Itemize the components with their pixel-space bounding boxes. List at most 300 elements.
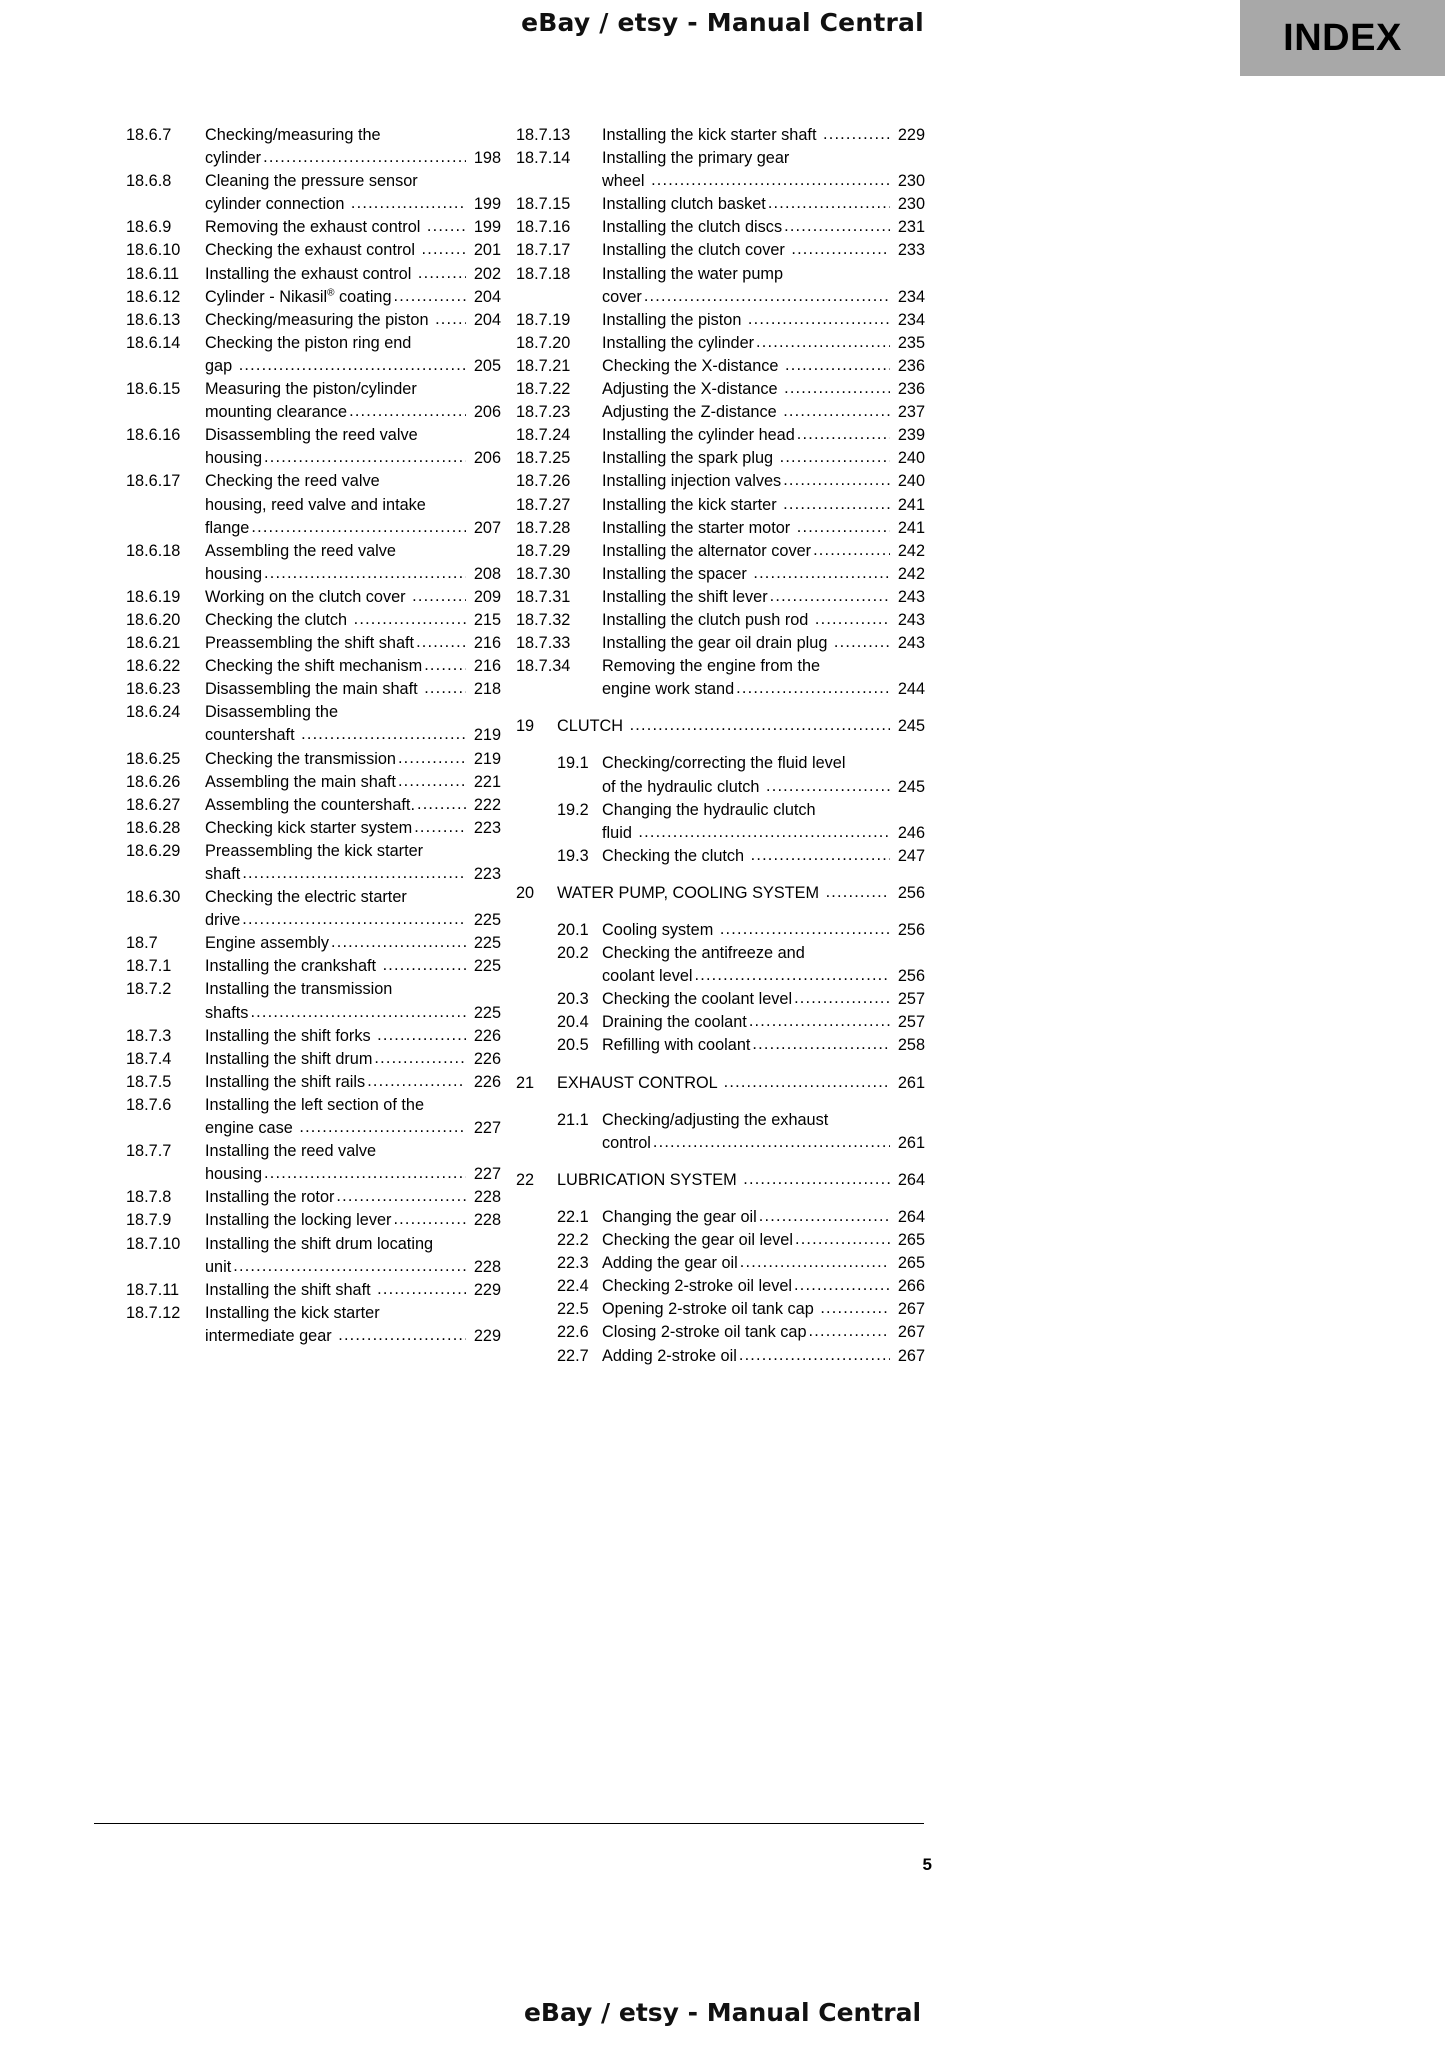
index-entry-number: 19 xyxy=(516,717,535,736)
index-entry-number: 18.6.27 xyxy=(126,795,181,814)
index-entry-body xyxy=(205,678,501,701)
index-entry-number: 18.7.20 xyxy=(516,333,571,352)
index-entry-title: Checking the coolant level xyxy=(602,990,793,1009)
index-entry-line xyxy=(205,540,501,563)
index-entry-page: 216 xyxy=(473,657,501,676)
index-entry-number: 18.7.31 xyxy=(516,587,571,606)
dot-leader xyxy=(783,469,890,492)
index-entry[interactable] xyxy=(126,678,501,701)
index-entry-body xyxy=(205,932,501,955)
index-entry-line xyxy=(602,1345,925,1368)
dot-leader xyxy=(435,308,466,331)
index-entry-body xyxy=(602,1298,925,1321)
index-entry-title: Checking the electric starter xyxy=(205,888,407,907)
dot-leader xyxy=(794,987,890,1010)
index-entry-title: Installing the spacer xyxy=(602,564,752,583)
index-entry-title: Installing the exhaust control xyxy=(205,264,416,283)
dot-leader xyxy=(251,516,466,539)
index-entry-number: 20 xyxy=(516,883,535,902)
index-entry-page: 267 xyxy=(897,1300,925,1319)
index-entry-number: 22.7 xyxy=(557,1346,589,1365)
index-entry-body xyxy=(205,817,501,840)
index-entry[interactable] xyxy=(126,817,501,840)
index-entry[interactable] xyxy=(126,1302,501,1348)
index-entry-title: CLUTCH xyxy=(557,717,628,736)
index-entry[interactable] xyxy=(516,263,925,309)
index-entry[interactable] xyxy=(516,1109,925,1155)
index-entry-title: Installing the gear oil drain plug xyxy=(602,634,832,653)
index-entry[interactable] xyxy=(126,955,501,978)
index-entry-number: 20.4 xyxy=(557,1013,589,1032)
index-entry-title: Checking kick starter system xyxy=(205,818,413,837)
index-entry-line xyxy=(602,517,925,540)
index-entry-page: 228 xyxy=(473,1257,501,1276)
index-entry[interactable] xyxy=(126,332,501,378)
index-entry-page: 219 xyxy=(473,726,501,745)
index-entry[interactable] xyxy=(126,378,501,424)
dot-leader xyxy=(239,354,466,377)
dot-leader xyxy=(299,1116,466,1139)
index-entry-body xyxy=(602,124,925,147)
index-entry-line xyxy=(602,822,925,845)
index-entry-number: 18.6.19 xyxy=(126,587,181,606)
index-entry-page: 229 xyxy=(473,1326,501,1345)
index-entry[interactable] xyxy=(516,1345,925,1368)
index-entry[interactable] xyxy=(126,586,501,609)
index-entry[interactable] xyxy=(516,632,925,655)
index-entry-line xyxy=(205,886,501,909)
index-entry-body xyxy=(205,378,501,424)
index-entry[interactable] xyxy=(516,378,925,401)
index-entry-body xyxy=(205,263,501,286)
index-entry-line xyxy=(557,1072,925,1095)
index-entry-page: 242 xyxy=(897,541,925,560)
index-entry[interactable] xyxy=(126,886,501,932)
index-entry[interactable] xyxy=(126,1048,501,1071)
dot-leader xyxy=(770,585,890,608)
index-entry[interactable] xyxy=(126,632,501,655)
index-entry-title: wheel xyxy=(602,172,650,191)
index-entry-page: 257 xyxy=(897,990,925,1009)
index-entry-body xyxy=(557,1169,925,1192)
index-entry-number: 18.7.32 xyxy=(516,610,571,629)
index-entry-line xyxy=(602,563,925,586)
index-entry-title: Checking the clutch xyxy=(602,846,749,865)
index-entry-page: 256 xyxy=(897,921,925,939)
index-entry[interactable] xyxy=(516,655,925,701)
index-entry-title: Installing the cylinder head xyxy=(602,426,795,445)
page-number: 5 xyxy=(922,1855,932,1874)
index-entry[interactable] xyxy=(516,517,925,540)
index-entry-body xyxy=(205,1140,501,1186)
index-entry-line xyxy=(205,609,501,632)
index-entry-line xyxy=(602,1206,925,1229)
index-entry-number: 18.7.2 xyxy=(126,980,172,999)
index-entry-number: 18.6.13 xyxy=(126,310,181,329)
index-entry-body xyxy=(205,586,501,609)
index-entry[interactable] xyxy=(516,147,925,193)
index-entry-page: 230 xyxy=(897,172,925,191)
index-entry-number: 18.6.10 xyxy=(126,241,181,260)
index-entry-body xyxy=(602,1011,925,1034)
index-entry-page: 199 xyxy=(473,218,501,237)
index-entry[interactable] xyxy=(516,1011,925,1034)
index-entry[interactable] xyxy=(126,794,501,817)
index-entry[interactable] xyxy=(516,1072,925,1095)
index-entry-number: 18.6.12 xyxy=(126,287,181,306)
index-entry-page: 240 xyxy=(897,472,925,491)
index-entry-body xyxy=(602,447,925,470)
index-entry[interactable] xyxy=(126,124,501,170)
dot-leader xyxy=(418,262,466,285)
index-entry-line xyxy=(602,193,925,216)
index-entry-title: cylinder connection xyxy=(205,195,349,214)
index-entry-page: 206 xyxy=(473,403,501,422)
index-entry-body xyxy=(602,586,925,609)
index-entry-number: 20.3 xyxy=(557,990,589,1009)
dot-leader xyxy=(351,192,466,215)
index-entry-line xyxy=(205,840,501,863)
dot-leader xyxy=(424,677,466,700)
registered-trademark-icon: ® xyxy=(327,287,335,299)
index-entry-title: Checking the gear oil level xyxy=(602,1231,793,1250)
index-entry-title: fluid xyxy=(602,823,637,842)
index-entry-number: 18.7.25 xyxy=(516,449,571,468)
index-entry[interactable] xyxy=(126,1071,501,1094)
index-entry-number: 19.2 xyxy=(557,800,589,819)
index-entry[interactable] xyxy=(516,715,925,738)
index-entry-body xyxy=(602,632,925,655)
dot-leader xyxy=(398,770,466,793)
index-entry-title: Installing the left section of the xyxy=(205,1095,425,1114)
index-entry-title: Checking the reed valve xyxy=(205,472,380,491)
index-entry-title: Installing the shift lever xyxy=(602,587,768,606)
index-entry-number: 18.6.24 xyxy=(126,703,181,722)
index-entry[interactable] xyxy=(516,609,925,632)
index-entry[interactable] xyxy=(126,1094,501,1140)
index-entry-number: 18.7.24 xyxy=(516,426,571,445)
dot-leader xyxy=(756,331,890,354)
index-entry-title: shafts xyxy=(205,1003,249,1022)
index-entry[interactable] xyxy=(516,309,925,332)
index-entry-title: Assembling the reed valve xyxy=(205,541,396,560)
index-entry[interactable] xyxy=(126,748,501,771)
index-entry-number: 18.7.21 xyxy=(516,356,571,375)
index-entry-line xyxy=(602,942,925,965)
index-entry-page: 267 xyxy=(897,1323,925,1342)
index-entry[interactable] xyxy=(516,586,925,609)
index-entry-number: 18.7.15 xyxy=(516,195,571,214)
dot-leader xyxy=(809,1320,890,1343)
index-entry[interactable] xyxy=(516,845,925,868)
index-entry[interactable] xyxy=(126,655,501,678)
index-entry-line xyxy=(602,540,925,563)
index-entry-body xyxy=(602,239,925,262)
index-entry-title: Opening 2-stroke oil tank cap xyxy=(602,1300,819,1319)
index-entry-number: 20.2 xyxy=(557,944,589,963)
dot-leader xyxy=(417,793,466,816)
index-entry[interactable] xyxy=(516,563,925,586)
index-entry-body xyxy=(602,609,925,632)
index-entry-number: 18.6.30 xyxy=(126,888,181,907)
index-entry-body xyxy=(602,845,925,868)
index-entry-body xyxy=(205,609,501,632)
index-entry-number: 18.7.23 xyxy=(516,403,571,422)
index-entry-number: 18.6.7 xyxy=(126,126,172,144)
index-entry[interactable] xyxy=(516,942,925,988)
index-entry[interactable] xyxy=(126,1233,501,1279)
dot-leader xyxy=(720,918,890,941)
index-entry-body xyxy=(602,470,925,493)
index-entry[interactable] xyxy=(126,170,501,216)
index-entry-body xyxy=(205,771,501,794)
index-entry[interactable] xyxy=(516,1298,925,1321)
index-entry[interactable] xyxy=(516,1252,925,1275)
index-entry[interactable] xyxy=(126,1279,501,1302)
index-entry-body xyxy=(602,494,925,517)
index-entry[interactable] xyxy=(516,124,925,147)
index-entry[interactable] xyxy=(516,1275,925,1298)
index-entry[interactable] xyxy=(516,424,925,447)
index-entry[interactable] xyxy=(516,882,925,905)
dot-leader xyxy=(264,1162,466,1185)
index-entry-number: 22.5 xyxy=(557,1300,589,1319)
index-entry-title: Installing the water pump xyxy=(602,264,784,283)
index-entry-page: 227 xyxy=(473,1119,501,1138)
index-entry-title: cover xyxy=(602,287,642,306)
index-entry[interactable] xyxy=(126,840,501,886)
index-entry-body xyxy=(205,309,501,332)
index-entry-page: 247 xyxy=(897,846,925,865)
index-entry[interactable] xyxy=(126,771,501,794)
index-entry-line xyxy=(205,1025,501,1048)
index-entry-number: 18.6.26 xyxy=(126,772,181,791)
index-entry-line xyxy=(557,1169,925,1192)
index-entry[interactable] xyxy=(126,424,501,470)
index-entry-number: 18.7.7 xyxy=(126,1142,172,1161)
index-entry-line xyxy=(205,909,501,932)
index-entry-body xyxy=(205,540,501,586)
index-entry-body xyxy=(602,1206,925,1229)
index-entry-title: Installing the cylinder xyxy=(602,333,755,352)
dot-leader xyxy=(797,423,890,446)
index-entry-line xyxy=(205,817,501,840)
dot-leader xyxy=(638,821,890,844)
index-entry-body xyxy=(205,1209,501,1232)
index-entry[interactable] xyxy=(516,355,925,378)
index-entry[interactable] xyxy=(126,1209,501,1232)
index-entry-line xyxy=(205,771,501,794)
index-entry[interactable] xyxy=(126,286,501,309)
index-entry-body xyxy=(602,942,925,988)
index-entry-page: 240 xyxy=(897,449,925,468)
dot-leader xyxy=(797,516,890,539)
index-entry-title: Installing the reed valve xyxy=(205,1142,377,1161)
index-entry-body xyxy=(205,1025,501,1048)
dot-leader xyxy=(791,238,890,261)
index-entry[interactable] xyxy=(126,701,501,747)
dot-leader xyxy=(377,1278,466,1301)
index-entry-body xyxy=(205,955,501,978)
index-entry[interactable] xyxy=(516,1169,925,1192)
dot-leader xyxy=(393,1208,466,1231)
dot-leader xyxy=(740,1251,890,1274)
index-entry-page: 267 xyxy=(897,1346,925,1365)
index-entry-body xyxy=(602,988,925,1011)
index-entry-title: mounting clearance xyxy=(205,403,348,422)
index-entry[interactable] xyxy=(516,1229,925,1252)
index-entry[interactable] xyxy=(126,1140,501,1186)
index-entry-line xyxy=(602,1298,925,1321)
index-entry-body xyxy=(602,563,925,586)
index-entry[interactable] xyxy=(126,263,501,286)
index-entry-line xyxy=(602,845,925,868)
index-entry[interactable] xyxy=(516,193,925,216)
dot-leader xyxy=(766,775,890,798)
index-entry-page: 266 xyxy=(897,1277,925,1296)
index-entry-line xyxy=(602,1275,925,1298)
index-entry-number: 18.6.28 xyxy=(126,818,181,837)
index-entry-title: Cleaning the pressure sensor xyxy=(205,172,418,191)
index-entry[interactable] xyxy=(516,216,925,239)
index-entry-title: Installing clutch basket xyxy=(602,195,766,214)
index-entry-line xyxy=(602,470,925,493)
dot-leader xyxy=(724,1071,890,1094)
index-entry-line xyxy=(205,863,501,886)
index-entry[interactable] xyxy=(516,1206,925,1229)
index-entry-number: 18.6.9 xyxy=(126,218,172,237)
index-entry-title: Adjusting the Z-distance xyxy=(602,403,782,422)
index-entry-page: 231 xyxy=(897,218,925,237)
index-entry-body xyxy=(602,655,925,701)
index-entry-title: Closing 2-stroke oil tank cap xyxy=(602,1323,807,1342)
index-entry[interactable] xyxy=(516,540,925,563)
index-entry-body xyxy=(602,378,925,401)
page-header-watermark: eBay / etsy - Manual Central xyxy=(521,8,924,37)
index-entry-title: Checking the piston ring end xyxy=(205,333,412,352)
index-entry[interactable] xyxy=(516,799,925,845)
index-entry-title: shaft xyxy=(205,865,241,883)
dot-leader xyxy=(644,285,890,308)
index-entry-line xyxy=(602,1252,925,1275)
dot-leader xyxy=(264,446,466,469)
index-entry-page: 243 xyxy=(897,634,925,653)
index-entry[interactable] xyxy=(516,447,925,470)
index-entry[interactable] xyxy=(516,1321,925,1344)
index-entry-page: 199 xyxy=(473,195,501,214)
index-entry-body xyxy=(205,424,501,470)
index-entry-line xyxy=(602,124,925,147)
dot-leader xyxy=(349,400,466,423)
index-entry-body xyxy=(205,632,501,655)
index-entry-title: housing xyxy=(205,564,263,583)
index-entry[interactable] xyxy=(126,216,501,239)
index-entry-number: 18.7.28 xyxy=(516,518,571,537)
dot-leader xyxy=(374,1047,466,1070)
index-entry-page: 227 xyxy=(473,1165,501,1184)
index-entry[interactable] xyxy=(516,988,925,1011)
index-entry-line xyxy=(205,632,501,655)
index-entry-body xyxy=(602,263,925,309)
dot-leader xyxy=(338,1324,466,1347)
index-entry-line xyxy=(602,424,925,447)
index-entry[interactable] xyxy=(516,239,925,262)
index-entry-title: Installing the shift drum xyxy=(205,1049,373,1068)
index-entry-line xyxy=(557,715,925,738)
index-entry-line xyxy=(205,701,501,724)
index-entry-page: 243 xyxy=(897,587,925,606)
index-entry[interactable] xyxy=(516,470,925,493)
index-entry-title: Checking/measuring the xyxy=(205,126,381,144)
index-entry[interactable] xyxy=(516,332,925,355)
index-entry[interactable] xyxy=(126,978,501,1024)
index-entry-line xyxy=(602,216,925,239)
index-entry-line xyxy=(602,632,925,655)
index-entry-page: 225 xyxy=(473,957,501,976)
index-entry-number: 21 xyxy=(516,1073,535,1092)
dot-leader xyxy=(784,215,890,238)
index-entry-body xyxy=(602,919,925,942)
index-entry-title: Checking/measuring the piston xyxy=(205,310,434,329)
dot-leader xyxy=(354,608,466,631)
index-entry[interactable] xyxy=(126,470,501,539)
index-entry-page: 209 xyxy=(473,587,501,606)
index-entry[interactable] xyxy=(516,401,925,424)
index-entry-line xyxy=(602,988,925,1011)
index-entry-number: 18.6.17 xyxy=(126,472,181,491)
dot-leader xyxy=(739,1344,890,1367)
index-entry[interactable] xyxy=(126,1025,501,1048)
index-entry-title: Installing the shift rails xyxy=(205,1072,366,1091)
index-entry-number: 18.7.4 xyxy=(126,1049,172,1068)
index-entry[interactable] xyxy=(126,239,501,262)
index-entry[interactable] xyxy=(516,1034,925,1057)
index-entry-line xyxy=(205,678,501,701)
index-tab xyxy=(1240,0,1445,76)
dot-leader xyxy=(795,1228,890,1251)
index-entry-line xyxy=(602,1132,925,1155)
index-entry-page: 237 xyxy=(897,403,925,422)
index-entry-number: 18.7.1 xyxy=(126,957,172,976)
index-entry-body xyxy=(602,424,925,447)
index-entry[interactable] xyxy=(516,494,925,517)
index-entry[interactable] xyxy=(126,609,501,632)
index-entry-title: Checking the transmission xyxy=(205,749,396,768)
index-entry-body xyxy=(602,1321,925,1344)
index-entry-line xyxy=(602,263,925,286)
index-entry[interactable] xyxy=(126,932,501,955)
dot-leader xyxy=(751,844,890,867)
index-entry-line xyxy=(602,799,925,822)
index-entry-line xyxy=(205,447,501,470)
index-entry-page: 198 xyxy=(473,149,501,168)
index-entry[interactable] xyxy=(516,919,925,942)
index-entry[interactable] xyxy=(126,309,501,332)
index-entry-number: 18.6.16 xyxy=(126,426,181,445)
index-entry-page: 225 xyxy=(473,934,501,953)
index-entry[interactable] xyxy=(126,540,501,586)
dot-leader xyxy=(414,816,466,839)
index-entry-number: 18.7.26 xyxy=(516,472,571,491)
index-entry-title: Cooling system xyxy=(602,921,718,939)
index-entry[interactable] xyxy=(516,752,925,798)
dot-leader xyxy=(630,714,890,737)
dot-leader xyxy=(695,964,890,987)
index-entry[interactable] xyxy=(126,1186,501,1209)
index-entry-title: Engine assembly xyxy=(205,934,329,953)
index-entry-title: Checking the shift mechanism xyxy=(205,657,423,676)
index-entry-number: 22.1 xyxy=(557,1207,589,1226)
